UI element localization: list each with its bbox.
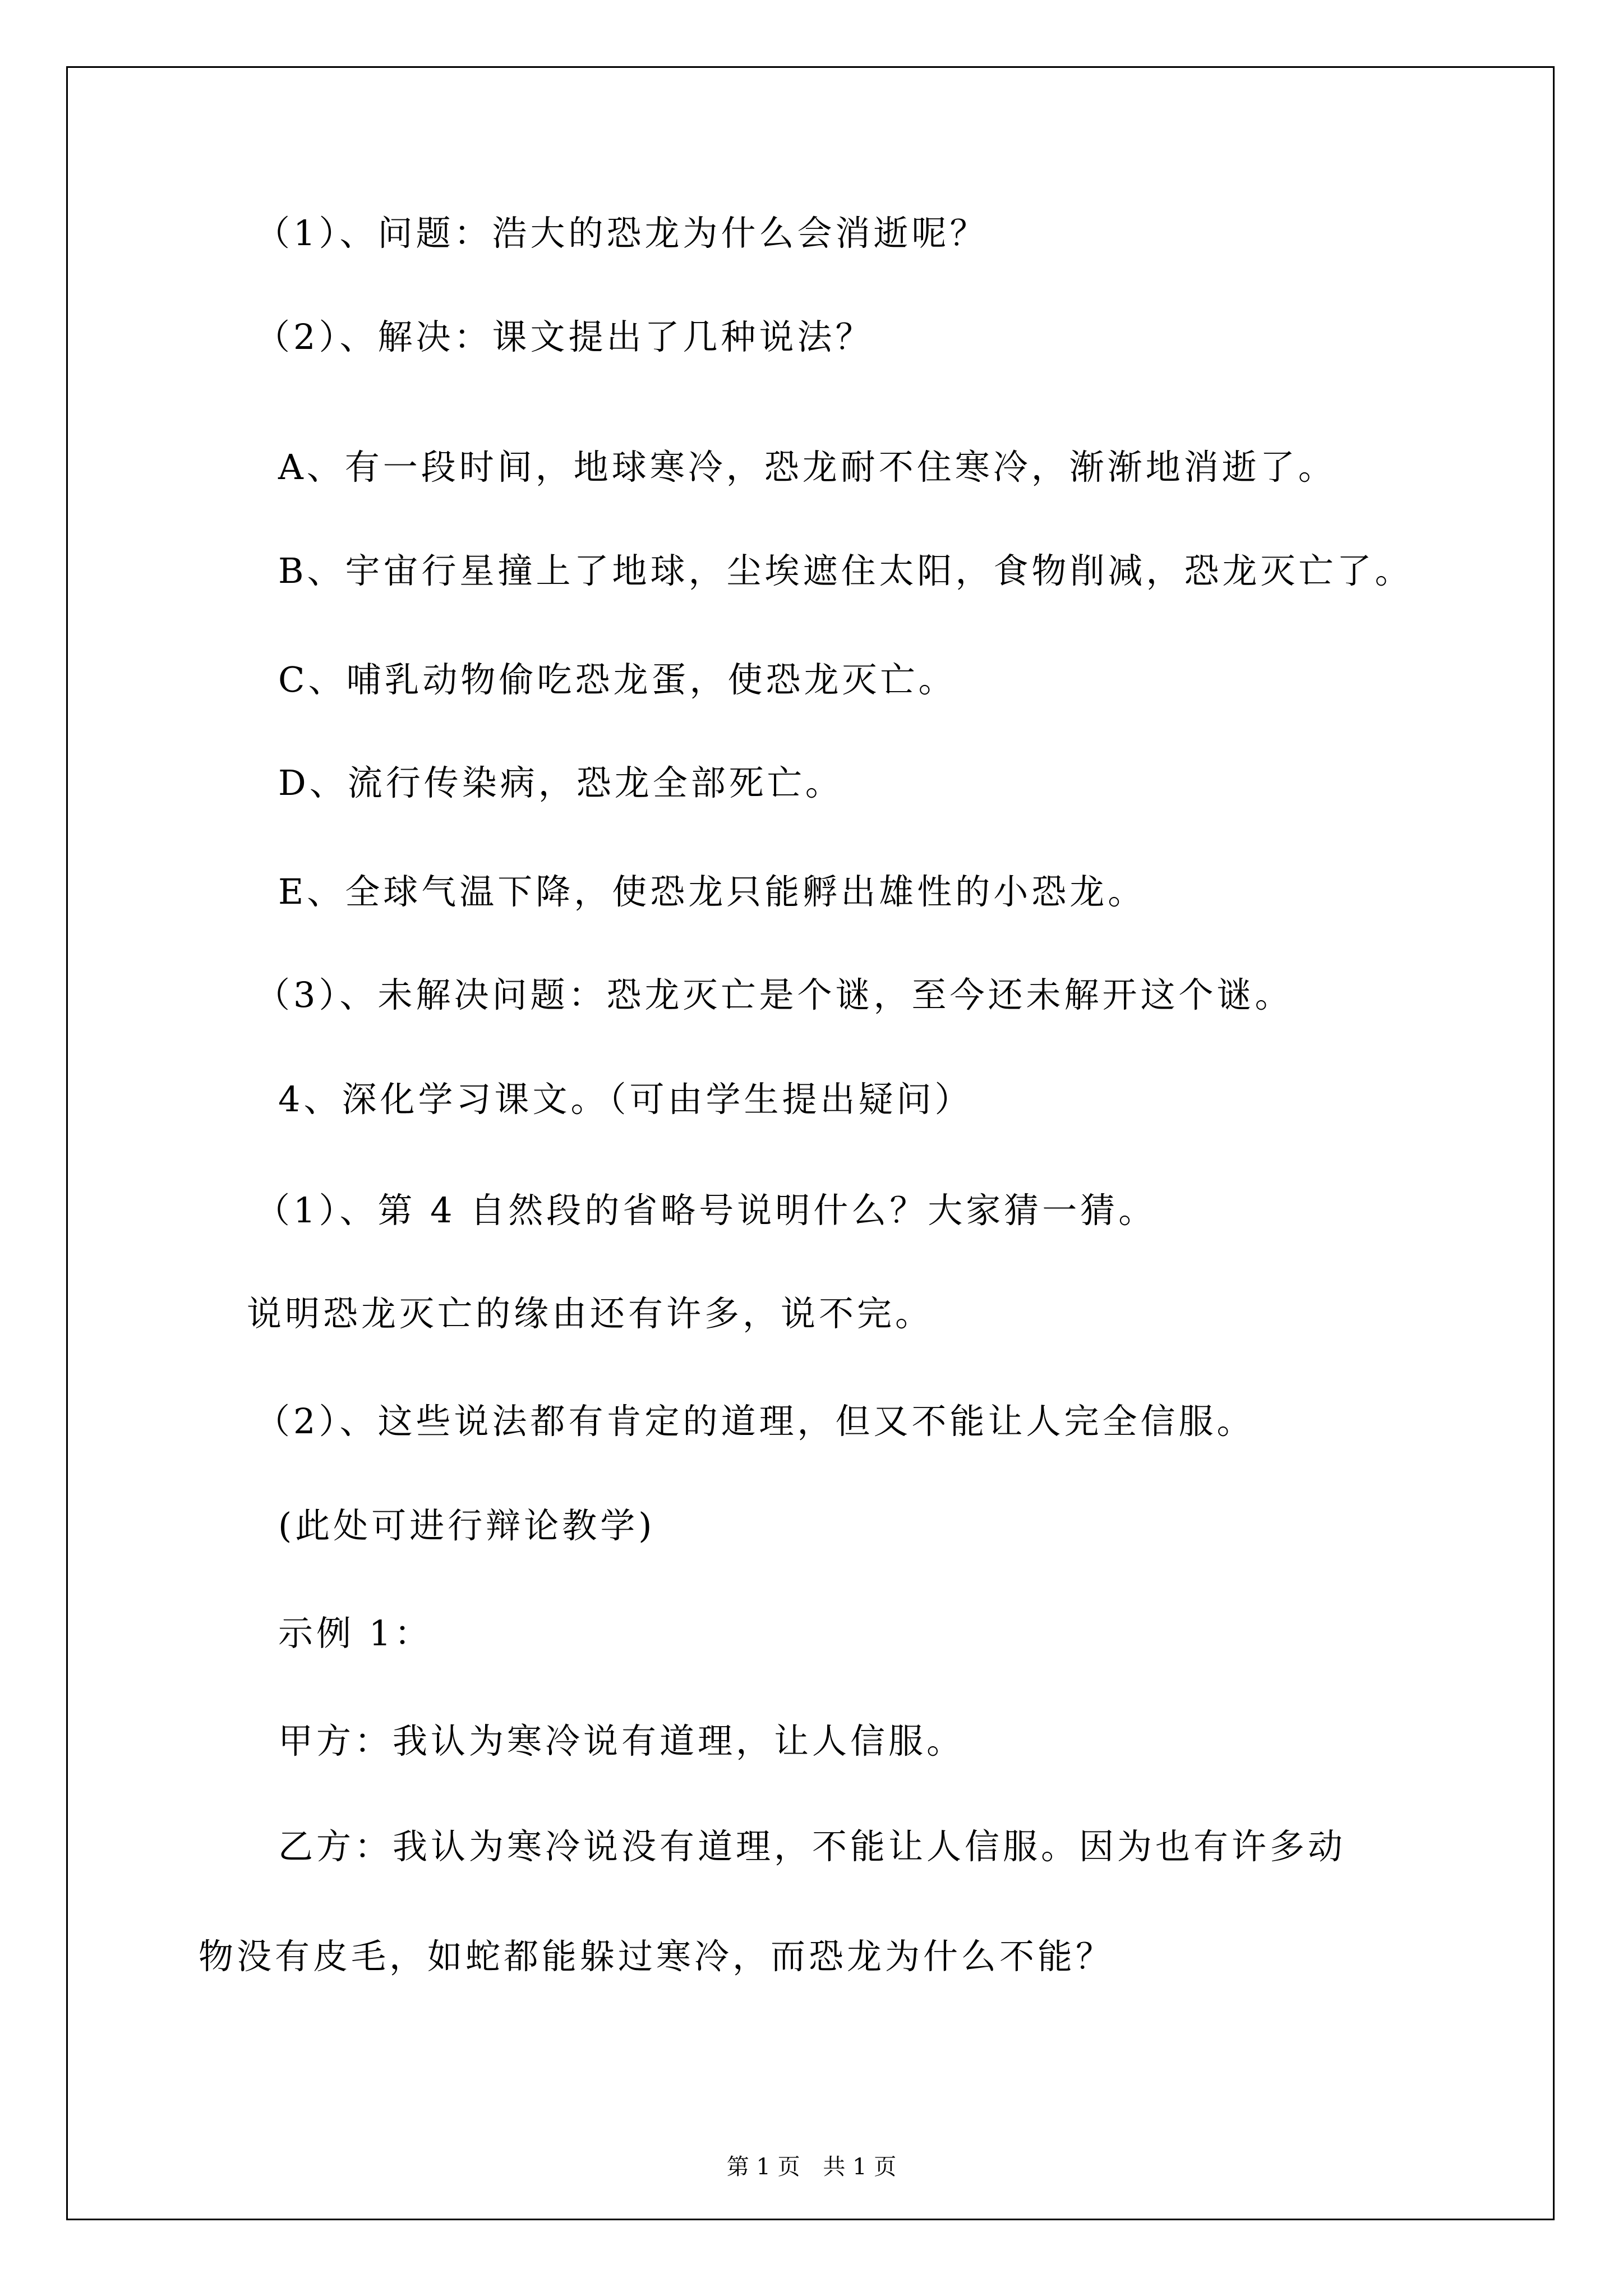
text-line: A、有一段时间，地球寒冷，恐龙耐不住寒冷，渐渐地消逝了。 (278, 447, 1336, 487)
page-footer (0, 2153, 1623, 2181)
text-line: （1）、第 4 自然段的省略号说明什么？大家猜一猜。 (255, 1190, 1157, 1231)
text-line: （2）、解决：课文提出了几种说法？ (255, 316, 874, 357)
text-line: D、流行传染病，恐龙全部死亡。 (278, 762, 843, 803)
page-border (66, 66, 1555, 2220)
page-number: 第 1 页 (726, 2154, 800, 2180)
text-line: 4、深化学习课文。（可由学生提出疑问） (278, 1079, 973, 1120)
text-line: 示例 1： (278, 1613, 433, 1654)
text-line: B、宇宙行星撞上了地球，尘埃遮住太阳，食物削减，恐龙灭亡了。 (278, 550, 1413, 591)
text-line: 乙方：我认为寒冷说没有道理，不能让人信服。因为也有许多动 (278, 1826, 1347, 1867)
text-line: （3）、未解决问题：恐龙灭亡是个谜，至今还未解开这个谜。 (255, 974, 1293, 1015)
text-line: （2）、这些说法都有肯定的道理，但又不能让人完全信服。 (255, 1401, 1255, 1442)
text-line: 说明恐龙灭亡的缘由还有许多，说不完。 (247, 1293, 934, 1334)
text-line: 物没有皮毛，如蛇都能躲过寒冷，而恐龙为什么不能？ (199, 1936, 1114, 1977)
text-line: 甲方：我认为寒冷说有道理，让人信服。 (278, 1720, 965, 1761)
text-line: C、哺乳动物偷吃恐龙蛋，使恐龙灭亡。 (278, 659, 957, 700)
text-line: E、全球气温下降，使恐龙只能孵出雄性的小恐龙。 (278, 871, 1146, 912)
text-line: （1）、问题：浩大的恐龙为什么会消逝呢？ (255, 213, 988, 254)
page-total: 共 1 页 (823, 2154, 897, 2180)
text-line: (此处可进行辩论教学) (278, 1505, 656, 1546)
